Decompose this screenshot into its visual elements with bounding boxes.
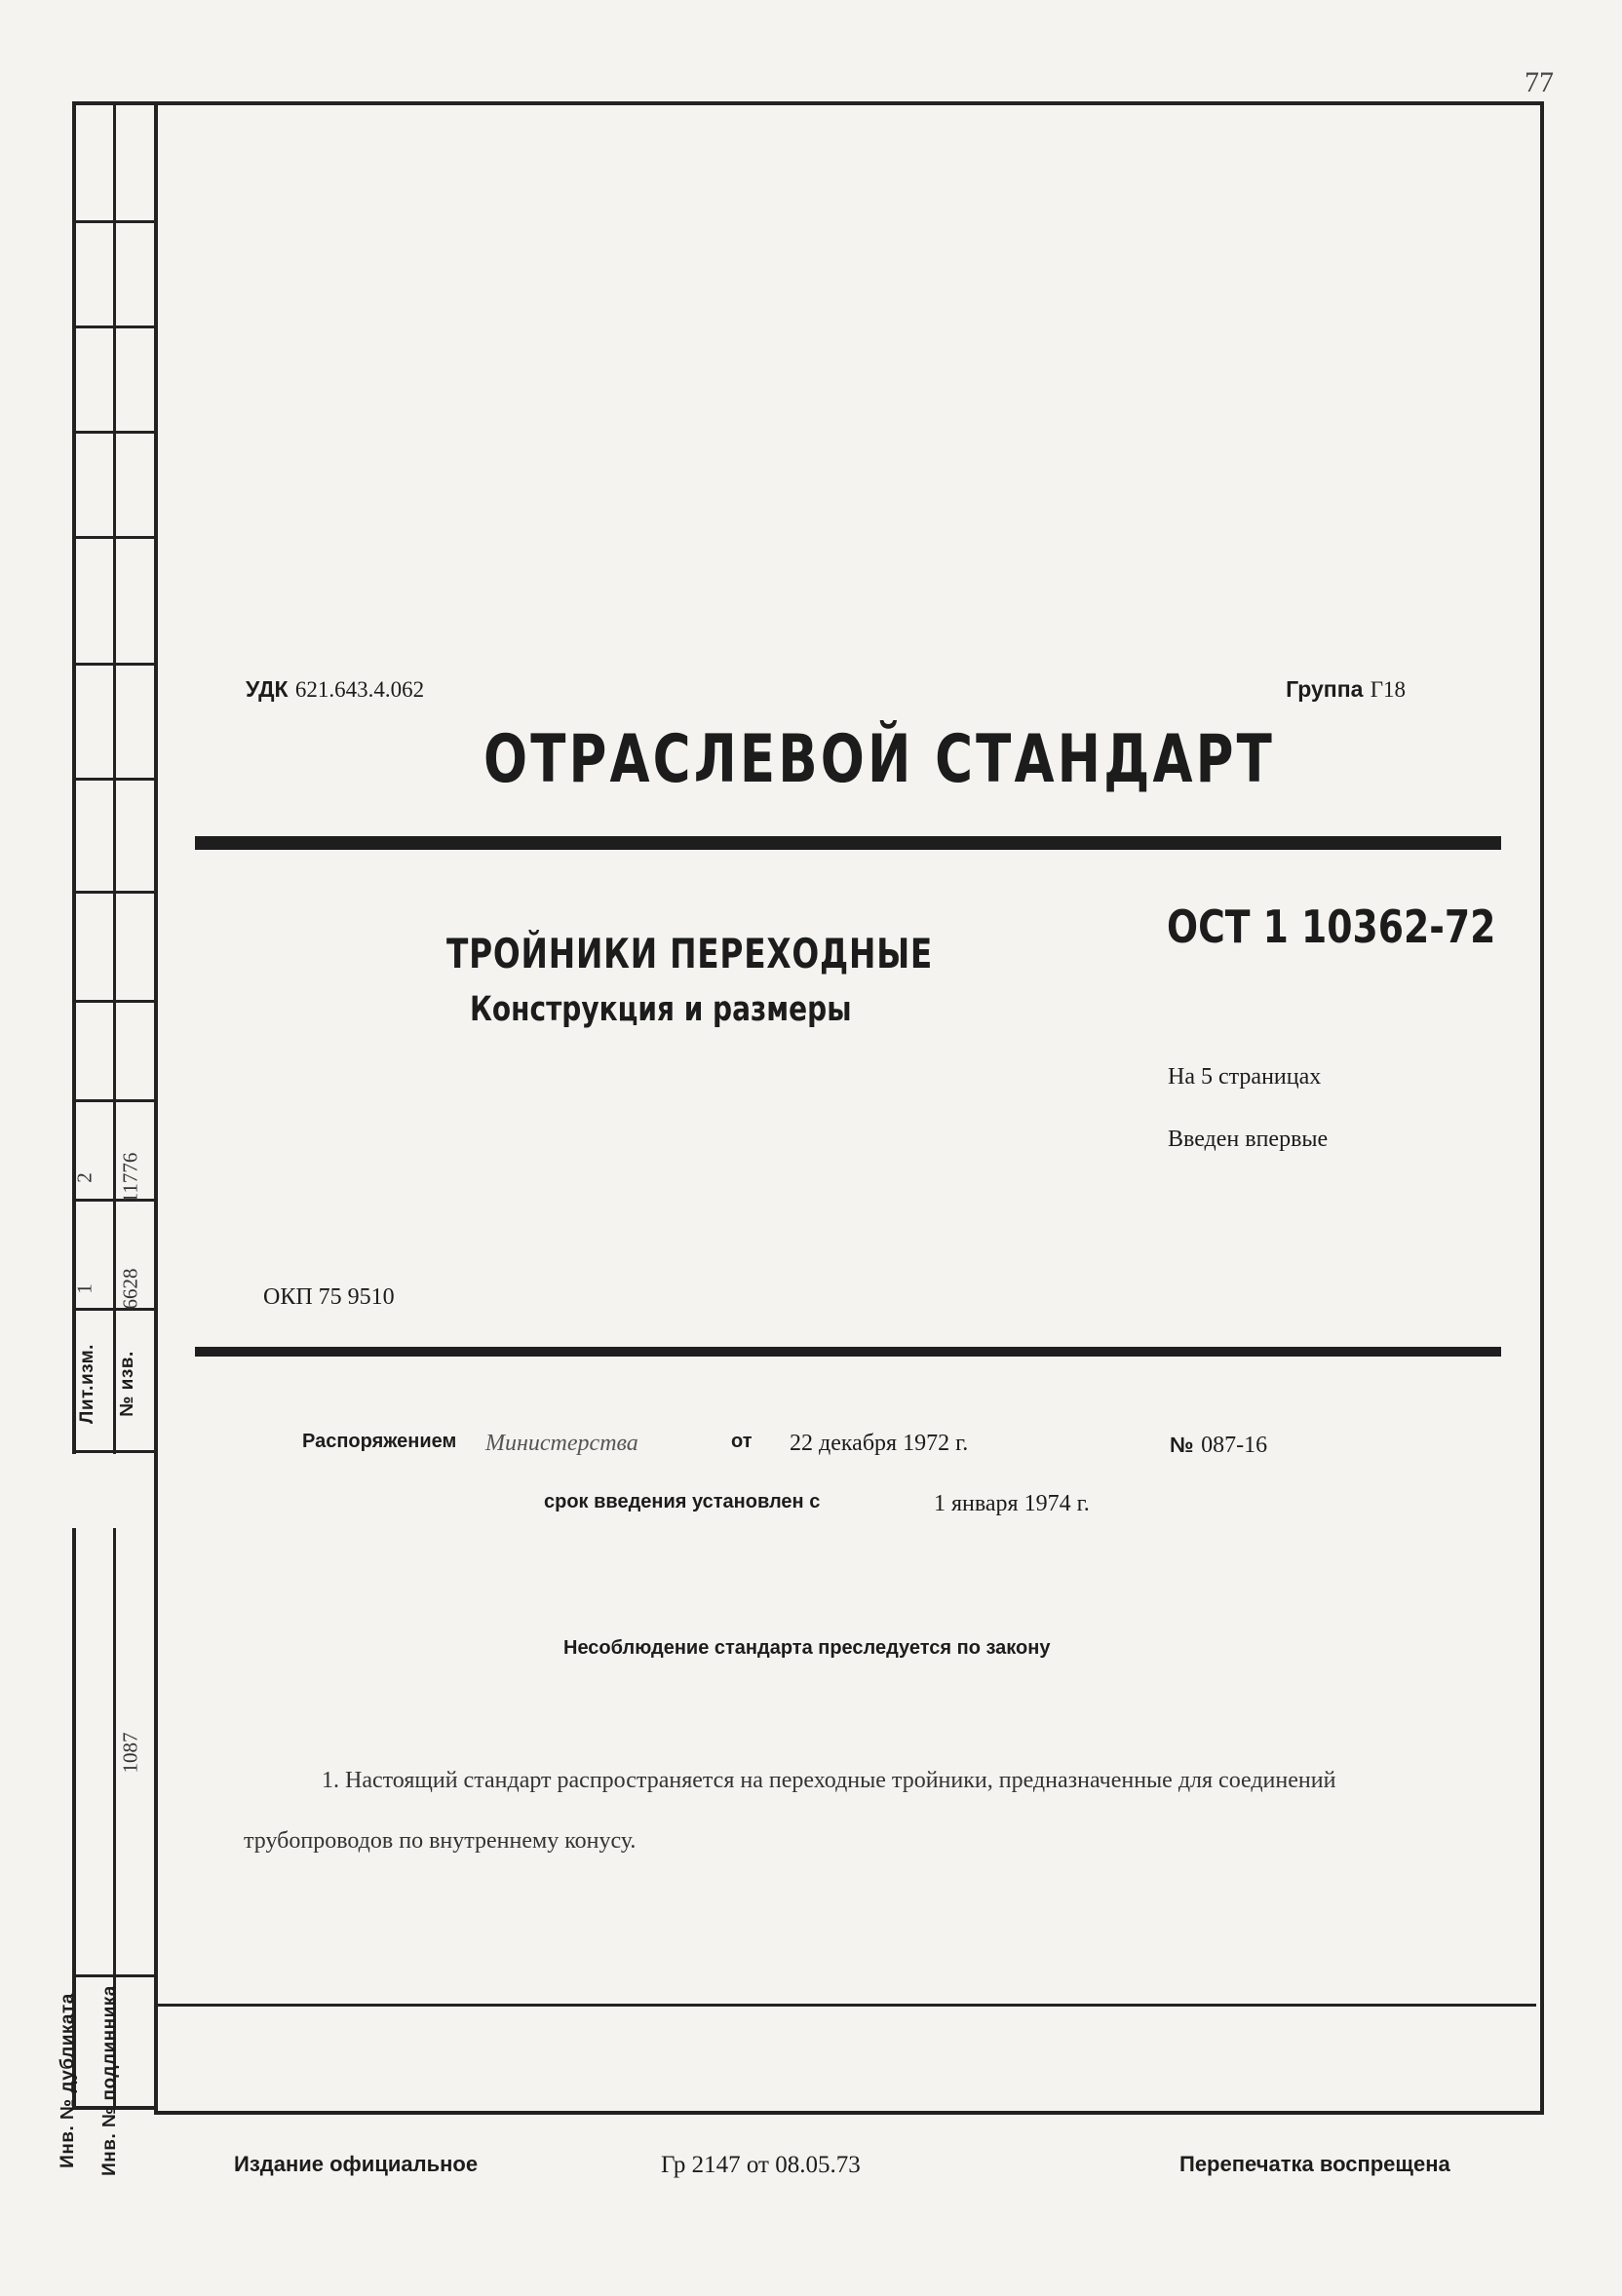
- document-subtitle: Конструкция и размеры: [470, 990, 852, 1029]
- header-rule: [195, 836, 1501, 850]
- strip-gap: [58, 1454, 117, 1528]
- strip-row-line: [76, 431, 158, 434]
- group-value: Г18: [1370, 677, 1406, 702]
- title-block-rule: [195, 1347, 1501, 1357]
- original-inventory-label: Инв. № подлинника: [99, 1985, 120, 2176]
- order-date: 22 декабря 1972 г.: [790, 1431, 969, 1456]
- order-number-sign: №: [1170, 1433, 1194, 1457]
- change-value-1: 1: [72, 1283, 97, 1294]
- order-number: [1170, 1431, 1267, 1459]
- order-number-value: 087-16: [1201, 1433, 1268, 1458]
- strip-row-line: [76, 1099, 158, 1102]
- order-from-label: от: [731, 1431, 753, 1452]
- order-ministry: Министерства: [485, 1431, 638, 1456]
- binding-strip: [72, 101, 154, 2110]
- notice-value-2: 11776: [118, 1152, 142, 1204]
- standard-type-title: ОТРАСЛЕВОЙ СТАНДАРТ: [483, 721, 1275, 798]
- paragraph-1: 1. Настоящий стандарт распространяется на переходные тройники, предназначенные для соединений трубопроводов по внутреннему конусу.: [244, 1768, 1336, 1854]
- strip-row-line: [76, 1450, 158, 1453]
- effective-label: срок введения установлен с: [544, 1491, 821, 1512]
- notice-number-label: № изв.: [117, 1351, 137, 1417]
- strip-row-line: [76, 1974, 158, 1977]
- udk-code: [246, 676, 424, 703]
- law-notice: Несоблюдение стандарта преследуется по закону: [563, 1637, 1051, 1659]
- strip-row-line: [76, 1000, 158, 1003]
- footer-rule: [156, 2004, 1536, 2007]
- group-code: [1286, 676, 1406, 703]
- document-title: ТРОЙНИКИ ПЕРЕХОДНЫЕ: [446, 930, 934, 977]
- group-label: Группа: [1286, 676, 1364, 702]
- effective-date: 1 января 1974 г.: [934, 1491, 1090, 1516]
- strip-row-line: [76, 663, 158, 666]
- notice-value-1: 6628: [118, 1268, 142, 1310]
- footer-official-edition: Издание официальное: [234, 2152, 479, 2176]
- original-inventory-value: 1087: [118, 1732, 142, 1774]
- strip-row-line: [76, 325, 158, 328]
- page-number: 77: [1525, 66, 1554, 98]
- footer-reprint-prohibited: Перепечатка воспрещена: [1179, 2152, 1450, 2176]
- standard-number: ОСТ 1 10362-72: [1167, 900, 1496, 953]
- strip-row-line: [76, 536, 158, 539]
- udk-value: 621.643.4.062: [294, 677, 425, 702]
- strip-row-line: [76, 891, 158, 894]
- change-number-label: Лит.изм.: [77, 1344, 97, 1424]
- order-label: Распоряжением: [302, 1431, 457, 1452]
- udk-label: УДК: [246, 676, 289, 702]
- okp-code: ОКП 75 9510: [263, 1284, 395, 1310]
- strip-row-line: [76, 220, 158, 223]
- strip-row-line: [76, 778, 158, 781]
- strip-divider: [113, 105, 116, 2106]
- first-introduced-note: Введен впервые: [1168, 1127, 1329, 1152]
- footer-registration: Гр 2147 от 08.05.73: [661, 2152, 861, 2178]
- duplicate-inventory-label: Инв. № дубликата: [58, 1993, 78, 2168]
- pages-note: На 5 страницах: [1168, 1064, 1322, 1090]
- change-value-2: 2: [72, 1172, 97, 1183]
